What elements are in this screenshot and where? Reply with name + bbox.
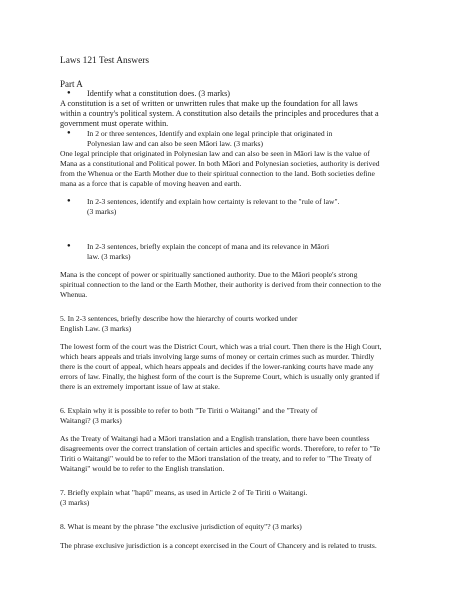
q5-answer-line: there is an extremely important issue of law at stake. <box>60 382 220 391</box>
part-heading: Part A <box>60 79 83 89</box>
q5-question-line: English Law. (3 marks) <box>60 324 132 333</box>
q7-question-line: 7. Briefly explain what "hapū" means, as used in Article 2 of Te Tiriti o Waitangi. <box>60 488 308 497</box>
q6-question-line: Waitangi? (3 marks) <box>60 416 122 425</box>
q2-answer-line: Mana as a constitutional and Political power. In both Māori and Polynesian societies, authority is derived <box>60 159 380 168</box>
q1-answer-line: government must operate within. <box>60 119 169 128</box>
q6-answer-line: Tiriti o Waitangi" would be to refer to the Māori translation of the treaty, and to refer to "The Treaty of <box>60 454 372 463</box>
q6-answer-line: Waitangi" would be to refer to the English translation. <box>60 464 225 473</box>
q5-answer-line: errors of law. Finally, the highest form of the court is the Supreme Court, which is usually only granted if <box>60 372 380 381</box>
bullet-icon: ● <box>67 130 71 136</box>
q2-answer-line: mana as a force that is capable of moving heaven and earth. <box>60 179 242 188</box>
q2-question-line: Polynesian law and can also be seen Māori law. (3 marks) <box>87 139 264 148</box>
q2-question-line: In 2 or three sentences, Identify and explain one legal principle that originated in <box>87 129 333 138</box>
bullet-icon: ● <box>67 90 71 96</box>
q3-question-line: In 2-3 sentences, identify and explain how certainty is relevant to the "rule of law". <box>87 197 340 206</box>
q3-question-line: (3 marks) <box>87 207 117 216</box>
q5-answer-line: there is the court of appeal, which hears appeals and decides if the lower-ranking courts have made any <box>60 362 374 371</box>
bullet-icon: ● <box>67 198 71 204</box>
q8-question: 8. What is meant by the phrase "the exclusive jurisdiction of equity"? (3 marks) <box>60 522 302 531</box>
q7-question-line: (3 marks) <box>60 498 90 507</box>
q8-answer: The phrase exclusive jurisdiction is a concept exercised in the Court of Chancery and is related to trusts. <box>60 541 377 550</box>
q6-answer-line: As the Treaty of Waitangi had a Māori translation and a English translation, there have been countless <box>60 434 370 443</box>
q4-answer-line: Mana is the concept of power or spiritually sanctioned authority. Due to the Māori people's strong <box>60 270 358 279</box>
q6-answer-line: disagreements over the correct translation of certain articles and specific words. Therefore, to refer to "Te <box>60 444 381 453</box>
q5-answer-line: which hears appeals and trials involving large sums of money or certain crimes such as murder. Thirdly <box>60 352 375 361</box>
q4-question-line: law. (3 marks) <box>87 252 131 261</box>
q5-answer-line: The lowest form of the court was the District Court, which was a trial court. Then there is the High Court, <box>60 342 382 351</box>
q2-answer-line: from the Whenua or the Earth Mother due to their spiritual connection to the land. Both societies define <box>60 169 375 178</box>
document-title: Laws 121 Test Answers <box>60 56 150 66</box>
q1-answer-line: A constitution is a set of written or unwritten rules that make up the foundation for all laws <box>60 99 358 108</box>
q4-question-line: In 2-3 sentences, briefly explain the concept of mana and its relevance in Māori <box>87 242 330 251</box>
q4-answer-line: spiritual connection to the land or the Earth Mother, their authority is derived from their connection to the <box>60 280 382 289</box>
q5-question-line: 5. In 2-3 sentences, briefly describe how the hierarchy of courts worked under <box>60 314 298 323</box>
q4-answer-line: Whenua. <box>60 290 88 299</box>
bullet-icon: ● <box>67 243 71 249</box>
q6-question-line: 6. Explain why it is possible to refer to both "Te Tiriti o Waitangi" and the "Treaty of <box>60 406 318 415</box>
q1-answer-line: within a country's political system. A constitution also details the principles and procedures that a <box>60 109 379 118</box>
q2-answer-line: One legal principle that originated in Polynesian law and can also be seen in Māori law is the value of <box>60 149 370 158</box>
q1-question: Identify what a constitution does. (3 marks) <box>87 89 231 98</box>
